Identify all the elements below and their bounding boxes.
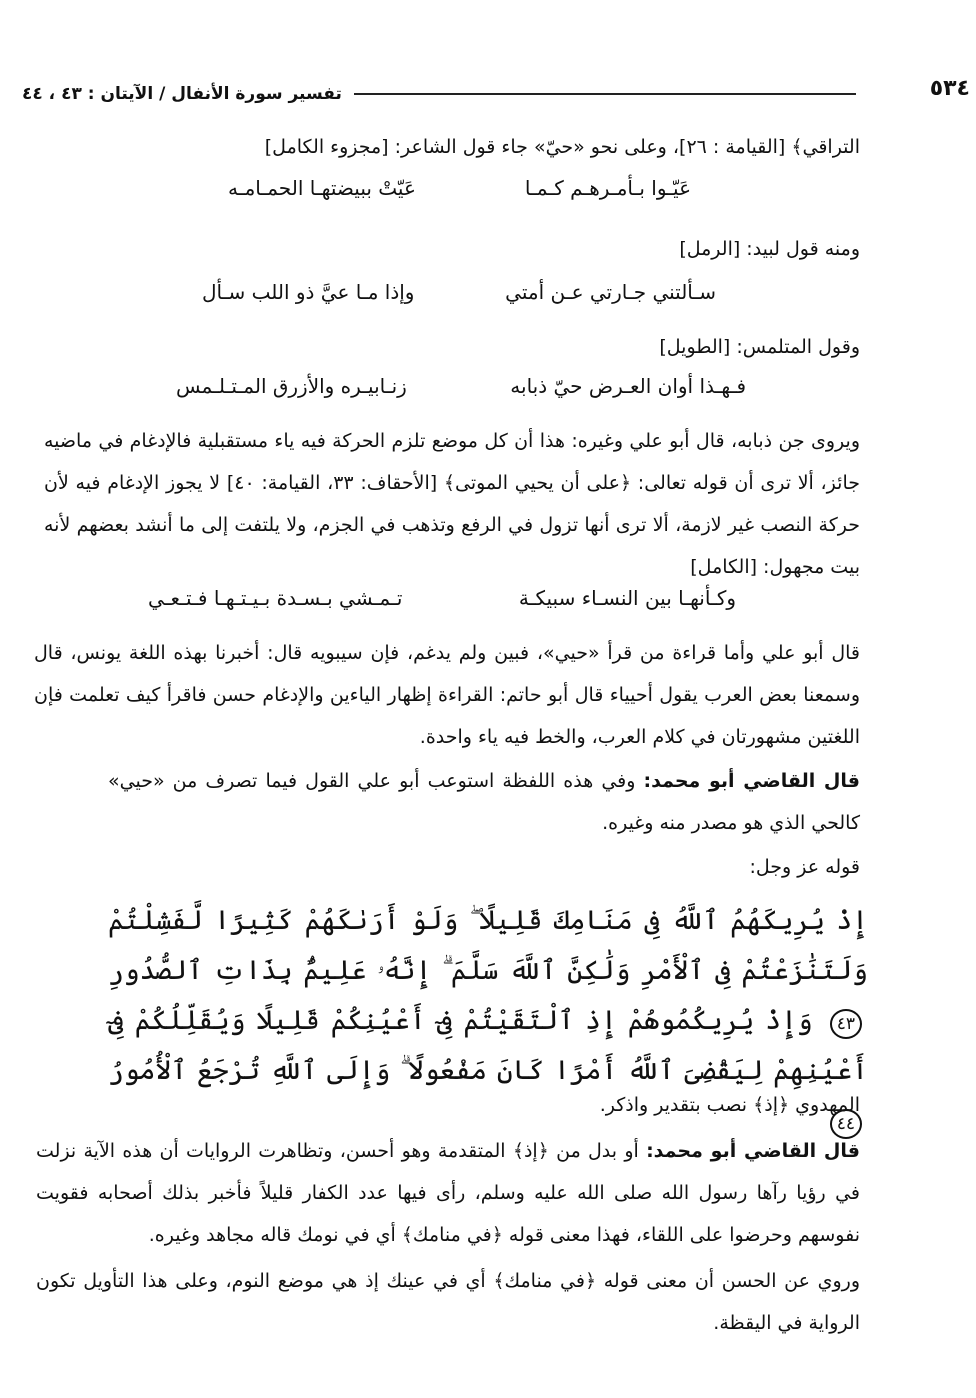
paragraph-abu-ali: ويروى جن ذبابه، قال أبو علي وغيره: هذا أن كل موضع تلزم الحركة فيه ياء مستقبلية فالإدغام في ماضيه جائز، ألا ترى أن قوله تعالى: ﴿على أن يحيي الموتى﴾ [الأحقاف: ٣٣، القيامة: ٤٠] لا يجوز الإدغام فيه لأن حركة النصب غير لازمة، ألا ترى أنها تزول في الرفع وتذهب في الجزم، ولا يلتفت إلى ما أنشد بعضهم لأنه بيت مجهول: [الكامل] (44, 430, 860, 578)
paragraph-hasan: وروي عن الحسن أن معنى قوله ﴿في منامك﴾ أي في عينك إذ هي موضع النوم، وعلى هذا التأويل تكون الرواية في اليقظة. (36, 1270, 860, 1334)
quran-ayah-43-text: إِذْ يُرِيكَهُمُ ٱللَّهُ فِى مَنَامِكَ قَلِيلًا ۖ وَلَوْ أَرَىٰكَهُمْ كَثِيرًا لَّفَشِلْتُمْ وَلَتَنَٰزَعْتُمْ فِى ٱلْأَمْرِ وَلَٰكِنَّ ٱللَّهَ سَلَّمَ ۗ إِنَّهُۥ عَلِيمٌۢ بِذَاتِ ٱلصُّدُورِ (108, 905, 868, 986)
poem-verse-2 (0, 280, 976, 320)
verse-2-second-hemistich: وإذا مـا عيَّ ذو اللب سـأل (202, 280, 415, 304)
verse-2-first-hemistich: سـألتني جـارتي عـن أمتي (505, 280, 716, 304)
paragraph-qadi-2 (36, 1130, 860, 1256)
qadi-text-1: وفي هذه اللفظة استوعب أبو علي القول فيما تصرف من «حيي» كالحي الذي هو مصدر منه وغيره. (108, 770, 860, 834)
verse-4-second-hemistich: تـمـشي بـسـدة بـيـتـهـا فـتـعـي (148, 586, 403, 610)
running-header (22, 74, 868, 114)
verse-1-first-hemistich: عَيّـوا بـأمـرهـم كـمـا (524, 176, 691, 200)
quran-ayah-44-text: وَإِذْ يُرِيكُمُوهُمْ إِذِ ٱلْتَقَيْتُمْ فِىٓ أَعْيُنِكُمْ قَلِيلًا وَيُقَلِّلُكُمْ فِىٓ أَعْيُنِهِمْ لِيَقْضِىَ ٱللَّهُ أَمْرًا كَانَ مَفْعُولًا ۗ وَإِلَى ٱللَّهِ تُرْجَعُ ٱلْأُمُورُ (108, 1005, 868, 1086)
poem-verse-4 (0, 586, 976, 626)
verse-3-second-hemistich: زنـابيـره والأزرق المـتـلـمس (176, 374, 407, 398)
header-rule (354, 93, 856, 95)
ayah-number-44: ٤٤ (830, 1109, 862, 1139)
qadi-text-2: أو بدل من ﴿إذ﴾ المتقدمة وهو أحسن، وتظاهرت الروايات أن هذه الآية نزلت في رؤيا رآها رسول الله صلى الله عليه وسلم، رأى فيها عدد الكفار قليلاً فأخبر بذلك أصحابه فقويت نفوسهم وحرضوا على اللقاء، فهذا معنى قوله ﴿في منامك﴾ أي في نومك قاله مجاهد وغيره. (36, 1140, 860, 1246)
qadi-label-2: قال القاضي أبو محمد: (646, 1140, 860, 1162)
paragraph-mahdawi: المهدوي ﴿إذ﴾ نصب بتقدير واذكر. (599, 1094, 860, 1116)
paragraph-verse-intro: قوله عز وجل: (749, 856, 860, 878)
header-title: تفسير سورة الأنفال / الآيتان : ٤٣ ، ٤٤ (22, 84, 342, 104)
verse-4-first-hemistich: وكـأنهـا بين النسـاء سبيكـة (518, 586, 736, 610)
page-number: ٥٣٤ (929, 76, 970, 101)
paragraph-labid: ومنه قول لبيد: [الرمل] (679, 238, 860, 260)
paragraph-intro: التراقي﴾ [القيامة : ٢٦]، وعلى نحو «حيّ» جاء قول الشاعر: [مجزوء الكامل] (264, 136, 860, 158)
qadi-label-1: قال القاضي أبو محمد: (643, 770, 860, 792)
paragraph-mutalammis: وقول المتلمس: [الطويل] (659, 336, 860, 358)
poem-verse-3 (0, 374, 976, 414)
verse-3-first-hemistich: فـهـذا أوان العـرض حيّ ذبابه (510, 374, 746, 398)
paragraph-qadi-1 (108, 760, 860, 844)
poem-verse-1 (0, 176, 976, 216)
verse-1-second-hemistich: عَيّتْ ببيضتهـا الحمـامـه (228, 176, 416, 200)
ayah-number-43: ٤٣ (830, 1009, 862, 1039)
paragraph-sibawayh: قال أبو علي وأما قراءة من قرأ «حيي»، فبين ولم يدغم، فإن سيبويه قال: أخبرنا بهذه اللغة يونس، قال وسمعنا بعض العرب يقول أحيياء قال أبو حاتم: القراءة إظهار الياءين والإدغام حسن فاقرأ كيف تعلمت فإن اللغتين مشهورتان في كلام العرب، والخط فيه ياء واحدة. (34, 642, 860, 748)
